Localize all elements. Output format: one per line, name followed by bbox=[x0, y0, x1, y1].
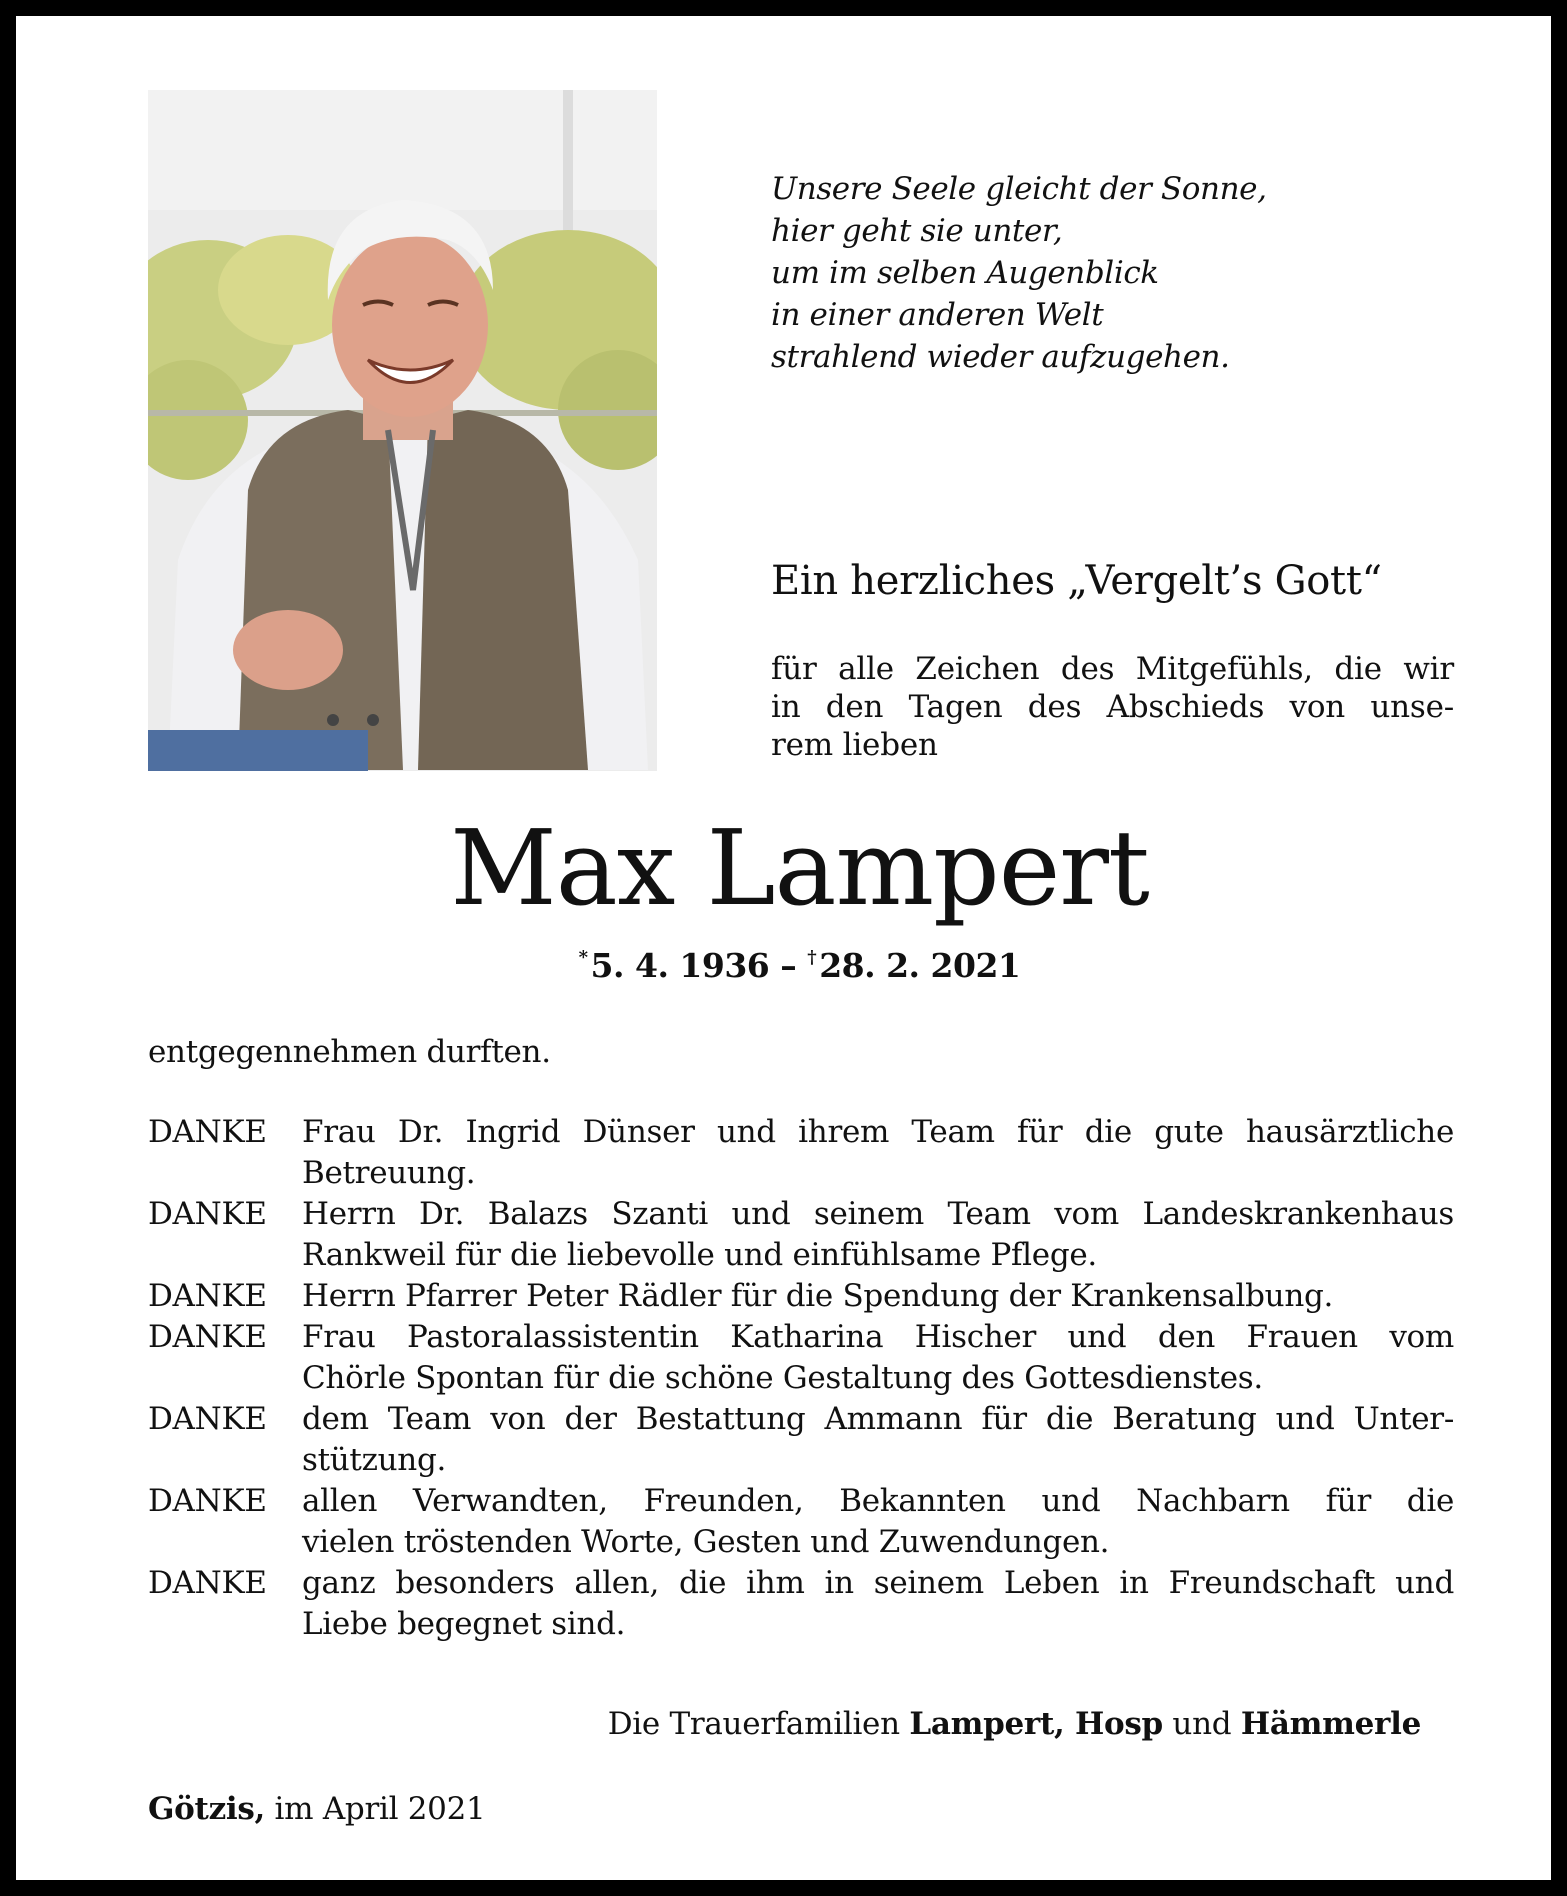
poem-line: hier geht sie unter, bbox=[771, 213, 1063, 249]
intro-text: entgegennehmen durften. bbox=[148, 1034, 551, 1070]
death-date: 28. 2. 2021 bbox=[819, 946, 1021, 985]
danke-text bbox=[302, 1194, 1454, 1276]
danke-text-line: Betreuung. bbox=[302, 1155, 476, 1191]
signature-separator: , bbox=[1053, 1706, 1075, 1742]
danke-item bbox=[148, 1276, 1454, 1317]
family-name: Hosp bbox=[1074, 1706, 1163, 1742]
family-name: Lampert bbox=[909, 1706, 1054, 1742]
danke-text bbox=[302, 1399, 1454, 1481]
deceased-name: Max Lampert bbox=[450, 807, 1149, 929]
danke-text bbox=[302, 1112, 1454, 1194]
danke-text-line: dem Team von der Bestattung Ammann für die Beratung und Unter- bbox=[302, 1401, 1454, 1437]
danke-text-line: Chörle Spontan für die schöne Gestaltung des Gottesdienstes. bbox=[302, 1360, 1263, 1396]
signature-prefix: Die Trauerfamilien bbox=[607, 1706, 910, 1742]
danke-list bbox=[148, 1112, 1454, 1645]
place-date-text: im April 2021 bbox=[265, 1791, 486, 1827]
danke-item bbox=[148, 1481, 1454, 1563]
death-symbol: † bbox=[807, 947, 817, 968]
danke-text bbox=[302, 1563, 1454, 1645]
danke-text-line: Herrn Dr. Balazs Szanti und seinem Team vom Landeskrankenhaus bbox=[302, 1196, 1454, 1232]
danke-text-line: Rankweil für die liebevolle und einfühlsame Pflege. bbox=[302, 1237, 1097, 1273]
poem-line: Unsere Seele gleicht der Sonne, bbox=[771, 171, 1267, 207]
danke-text bbox=[302, 1276, 1454, 1317]
danke-word: DANKE bbox=[148, 1319, 267, 1355]
signature-separator: und bbox=[1162, 1706, 1241, 1742]
danke-item bbox=[148, 1399, 1454, 1481]
danke-text bbox=[302, 1481, 1454, 1563]
danke-text-line: Herrn Pfarrer Peter Rädler für die Spendung der Krankensalbung. bbox=[302, 1278, 1334, 1314]
date-separator: – bbox=[769, 946, 808, 985]
thanks-text-line: rem lieben bbox=[771, 727, 938, 763]
poem-line: in einer anderen Welt bbox=[771, 297, 1104, 333]
danke-word: DANKE bbox=[148, 1114, 267, 1150]
danke-text-line: allen Verwandten, Freunden, Bekannten und Nachbarn für die bbox=[302, 1483, 1454, 1519]
thanks-text-line: für alle Zeichen des Mitgefühls, die wir bbox=[771, 651, 1454, 687]
danke-text-line: Liebe begegnet sind. bbox=[302, 1606, 626, 1642]
danke-item bbox=[148, 1317, 1454, 1399]
danke-text bbox=[302, 1317, 1454, 1399]
danke-word: DANKE bbox=[148, 1565, 267, 1601]
danke-text-line: Frau Pastoralassistentin Katharina Hischer und den Frauen vom bbox=[302, 1319, 1454, 1355]
birth-symbol: * bbox=[578, 947, 588, 968]
danke-word: DANKE bbox=[148, 1483, 267, 1519]
signature bbox=[608, 1706, 1421, 1742]
danke-item bbox=[148, 1563, 1454, 1645]
poem-line: strahlend wieder aufzugehen. bbox=[771, 339, 1230, 375]
place-town: Götzis, bbox=[148, 1791, 265, 1827]
danke-text-line: Frau Dr. Ingrid Dünser und ihrem Team für die gute hausärztliche bbox=[302, 1114, 1454, 1150]
obituary-card bbox=[16, 16, 1551, 1880]
danke-item bbox=[148, 1194, 1454, 1276]
danke-item bbox=[148, 1112, 1454, 1194]
poem-line: um im selben Augenblick bbox=[771, 255, 1159, 291]
thanks-text bbox=[771, 650, 1454, 764]
danke-word: DANKE bbox=[148, 1196, 267, 1232]
birth-date: 5. 4. 1936 bbox=[590, 946, 770, 985]
portrait-photo bbox=[148, 90, 657, 771]
danke-word: DANKE bbox=[148, 1401, 267, 1437]
danke-text-line: stützung. bbox=[302, 1442, 447, 1478]
family-name: Hämmerle bbox=[1240, 1706, 1421, 1742]
life-dates bbox=[16, 946, 1567, 985]
danke-word: DANKE bbox=[148, 1278, 267, 1314]
danke-text-line: vielen tröstenden Worte, Gesten und Zuwendungen. bbox=[302, 1524, 1110, 1560]
thanks-heading: Ein herzliches „Vergelt’s Gott“ bbox=[771, 558, 1382, 604]
poem bbox=[771, 168, 1471, 378]
thanks-text-line: in den Tagen des Abschieds von unse- bbox=[771, 689, 1454, 725]
place-date bbox=[148, 1791, 485, 1827]
danke-text-line: ganz besonders allen, die ihm in seinem Leben in Freundschaft und bbox=[302, 1565, 1454, 1601]
